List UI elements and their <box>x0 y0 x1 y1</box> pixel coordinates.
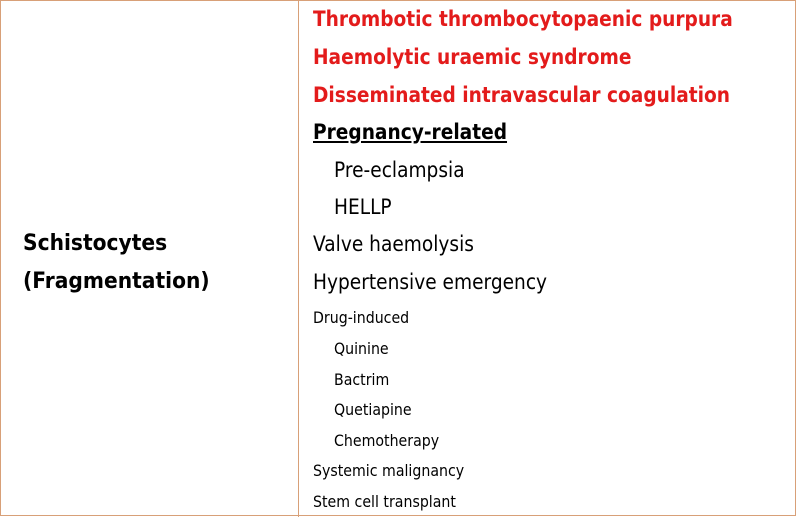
cause-pre-eclampsia: Pre-eclampsia <box>334 158 465 182</box>
drug-quinine: Quinine <box>334 339 389 358</box>
cause-hus: Haemolytic uraemic syndrome <box>313 45 632 69</box>
cause-valve-haemolysis: Valve haemolysis <box>313 232 474 256</box>
row-label-line1: Schistocytes <box>23 231 168 256</box>
pregnancy-heading: Pregnancy-related <box>313 120 508 144</box>
row-label-line2: (Fragmentation) <box>23 269 210 294</box>
cause-systemic-malignancy: Systemic malignancy <box>313 461 465 480</box>
cause-hellp: HELLP <box>334 195 392 219</box>
drug-chemotherapy: Chemotherapy <box>334 431 440 450</box>
drug-bactrim: Bactrim <box>334 370 390 389</box>
cause-dic: Disseminated intravascular coagulation <box>313 83 731 107</box>
row-label <box>23 225 271 301</box>
drug-quetiapine: Quetiapine <box>334 400 412 419</box>
drug-heading: Drug-induced <box>313 308 410 327</box>
cause-ttp: Thrombotic thrombocytopaenic purpura <box>313 7 733 31</box>
cause-stem-cell-transplant: Stem cell transplant <box>313 492 456 511</box>
cause-hypertensive-emergency: Hypertensive emergency <box>313 270 548 294</box>
column-divider <box>298 1 299 517</box>
